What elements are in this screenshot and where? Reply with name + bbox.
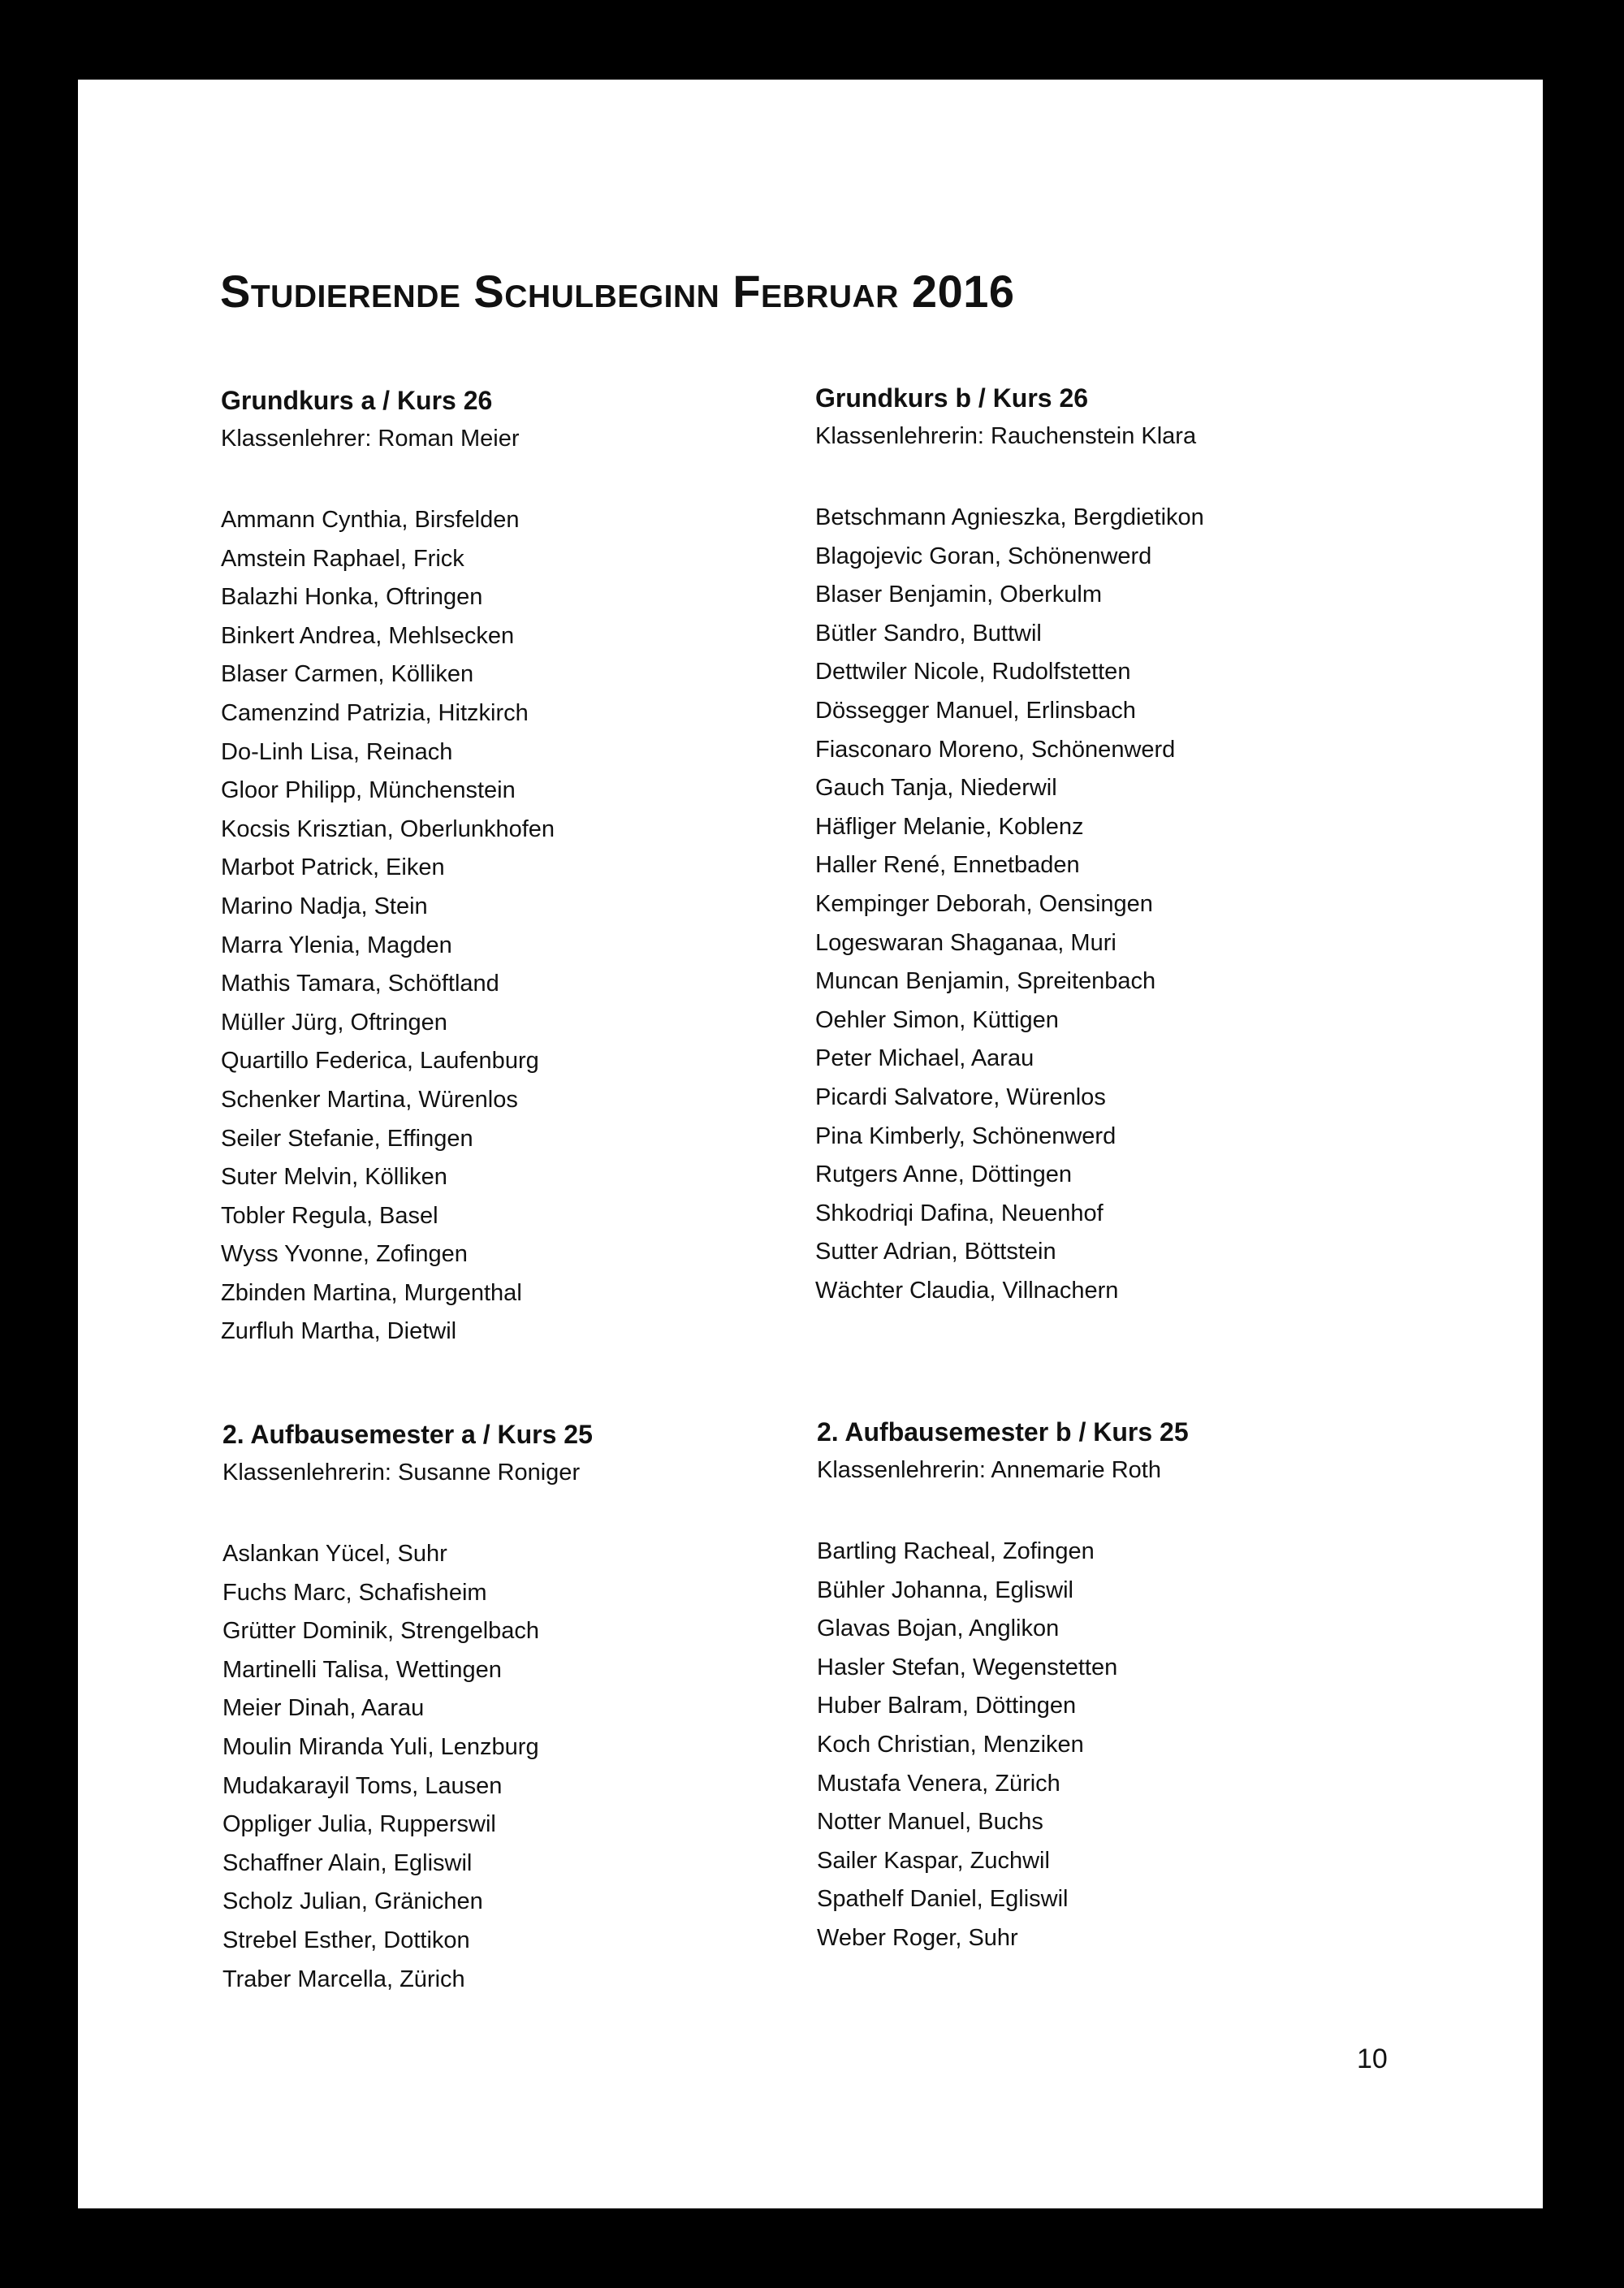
student-entry: Martinelli Talisa, Wettingen bbox=[222, 1656, 502, 1683]
student-entry: Mathis Tamara, Schöftland bbox=[221, 971, 499, 997]
student-entry: Gloor Philipp, Münchenstein bbox=[221, 777, 516, 804]
student-entry: Wyss Yvonne, Zofingen bbox=[221, 1241, 468, 1268]
student-entry: Fuchs Marc, Schafisheim bbox=[222, 1579, 487, 1606]
student-entry: Gauch Tanja, Niederwil bbox=[815, 775, 1057, 802]
section-teacher: Klassenlehrerin: Annemarie Roth bbox=[817, 1457, 1161, 1483]
section-grundkurs-b bbox=[815, 383, 1400, 1310]
student-entry: Huber Balram, Döttingen bbox=[817, 1693, 1077, 1719]
student-entry: Bütler Sandro, Buttwil bbox=[815, 620, 1042, 647]
student-entry: Binkert Andrea, Mehlsecken bbox=[221, 622, 515, 649]
student-entry: Strebel Esther, Dottikon bbox=[222, 1927, 470, 1953]
student-entry: Sailer Kaspar, Zuchwil bbox=[817, 1847, 1050, 1874]
student-entry: Dettwiler Nicole, Rudolfstetten bbox=[815, 659, 1131, 686]
student-entry: Traber Marcella, Zürich bbox=[222, 1966, 465, 1992]
student-entry: Blagojevic Goran, Schönenwerd bbox=[815, 543, 1152, 569]
student-entry: Zurfluh Martha, Dietwil bbox=[221, 1318, 457, 1345]
student-entry: Blaser Carmen, Kölliken bbox=[221, 661, 474, 688]
student-list bbox=[222, 1535, 807, 1999]
section-grundkurs-a bbox=[221, 386, 806, 1352]
student-entry: Kempinger Deborah, Oensingen bbox=[815, 890, 1153, 917]
student-entry: Logeswaran Shaganaa, Muri bbox=[815, 929, 1116, 956]
section-title: 2. Aufbausemester b / Kurs 25 bbox=[817, 1417, 1189, 1447]
student-entry: Mudakarayil Toms, Lausen bbox=[222, 1772, 503, 1799]
student-entry: Haller René, Ennetbaden bbox=[815, 852, 1080, 879]
student-entry: Spathelf Daniel, Egliswil bbox=[817, 1886, 1069, 1913]
section-teacher: Klassenlehrerin: Rauchenstein Klara bbox=[815, 423, 1197, 449]
student-entry: Marino Nadja, Stein bbox=[221, 893, 428, 919]
student-entry: Dössegger Manuel, Erlinsbach bbox=[815, 697, 1136, 724]
student-entry: Betschmann Agnieszka, Bergdietikon bbox=[815, 504, 1204, 530]
student-entry: Rutgers Anne, Döttingen bbox=[815, 1161, 1072, 1188]
student-entry: Shkodriqi Dafina, Neuenhof bbox=[815, 1200, 1104, 1226]
student-entry: Blaser Benjamin, Oberkulm bbox=[815, 582, 1102, 608]
student-entry: Müller Jürg, Oftringen bbox=[221, 1009, 447, 1036]
student-entry: Mustafa Venera, Zürich bbox=[817, 1770, 1060, 1797]
student-entry: Marbot Patrick, Eiken bbox=[221, 854, 445, 881]
student-list bbox=[815, 499, 1400, 1310]
student-entry: Fiasconaro Moreno, Schönenwerd bbox=[815, 736, 1176, 763]
student-entry: Koch Christian, Menziken bbox=[817, 1731, 1084, 1758]
student-entry: Suter Melvin, Kölliken bbox=[221, 1164, 447, 1191]
section-title: 2. Aufbausemester a / Kurs 25 bbox=[222, 1420, 593, 1449]
section-aufbausemester-b bbox=[817, 1417, 1402, 1958]
student-entry: Grütter Dominik, Strengelbach bbox=[222, 1618, 540, 1645]
student-entry: Camenzind Patrizia, Hitzkirch bbox=[221, 699, 529, 726]
student-entry: Glavas Bojan, Anglikon bbox=[817, 1615, 1060, 1642]
student-entry: Picardi Salvatore, Würenlos bbox=[815, 1083, 1106, 1110]
student-list bbox=[817, 1533, 1402, 1958]
student-entry: Ammann Cynthia, Birsfelden bbox=[221, 507, 520, 533]
student-entry: Wächter Claudia, Villnachern bbox=[815, 1277, 1119, 1304]
student-entry: Bühler Johanna, Egliswil bbox=[817, 1577, 1073, 1603]
student-entry: Amstein Raphael, Frick bbox=[221, 545, 464, 572]
section-teacher: Klassenlehrerin: Susanne Roniger bbox=[222, 1460, 581, 1486]
student-entry: Oehler Simon, Küttigen bbox=[815, 1006, 1059, 1033]
student-entry: Do-Linh Lisa, Reinach bbox=[221, 738, 453, 765]
student-entry: Sutter Adrian, Böttstein bbox=[815, 1239, 1056, 1265]
student-entry: Schaffner Alain, Egliswil bbox=[222, 1849, 473, 1876]
page-title: Studierende Schulbeginn Februar 2016 bbox=[220, 266, 1015, 317]
section-teacher: Klassenlehrer: Roman Meier bbox=[221, 426, 520, 452]
student-entry: Schenker Martina, Würenlos bbox=[221, 1086, 518, 1113]
student-entry: Meier Dinah, Aarau bbox=[222, 1695, 425, 1722]
section-title: Grundkurs a / Kurs 26 bbox=[221, 386, 493, 415]
student-entry: Peter Michael, Aarau bbox=[815, 1045, 1034, 1072]
student-entry: Balazhi Honka, Oftringen bbox=[221, 584, 483, 611]
student-entry: Zbinden Martina, Murgenthal bbox=[221, 1279, 522, 1306]
student-entry: Seiler Stefanie, Effingen bbox=[221, 1125, 473, 1152]
student-entry: Muncan Benjamin, Spreitenbach bbox=[815, 968, 1156, 995]
student-entry: Moulin Miranda Yuli, Lenzburg bbox=[222, 1733, 539, 1760]
document-page bbox=[78, 80, 1543, 2208]
student-entry: Kocsis Krisztian, Oberlunkhofen bbox=[221, 815, 555, 842]
student-entry: Weber Roger, Suhr bbox=[817, 1924, 1018, 1951]
section-title: Grundkurs b / Kurs 26 bbox=[815, 383, 1089, 413]
section-aufbausemester-a bbox=[222, 1420, 807, 1999]
student-entry: Häfliger Melanie, Koblenz bbox=[815, 813, 1084, 840]
student-entry: Notter Manuel, Buchs bbox=[817, 1809, 1043, 1836]
student-entry: Scholz Julian, Gränichen bbox=[222, 1888, 483, 1915]
student-entry: Oppliger Julia, Rupperswil bbox=[222, 1811, 496, 1838]
student-entry: Aslankan Yücel, Suhr bbox=[222, 1541, 447, 1567]
student-entry: Bartling Racheal, Zofingen bbox=[817, 1538, 1095, 1564]
page-number: 10 bbox=[1357, 2044, 1388, 2074]
student-list bbox=[221, 501, 806, 1352]
student-entry: Pina Kimberly, Schönenwerd bbox=[815, 1122, 1116, 1149]
student-entry: Hasler Stefan, Wegenstetten bbox=[817, 1654, 1118, 1680]
student-entry: Quartillo Federica, Laufenburg bbox=[221, 1048, 539, 1075]
student-entry: Tobler Regula, Basel bbox=[221, 1202, 438, 1229]
student-entry: Marra Ylenia, Magden bbox=[221, 932, 452, 958]
